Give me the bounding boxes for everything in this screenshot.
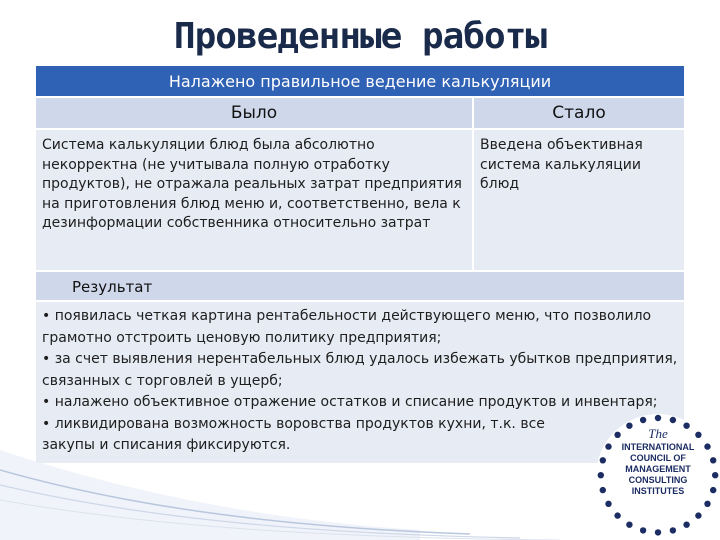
logo-wordmark [596, 442, 720, 497]
column-header-before: Было [36, 97, 473, 129]
result-item: • за счет выявления нерентабельных блюд удалось избежать убытков предприятия, связанных с торговлей в ущерб; [42, 351, 678, 389]
logo-line: COUNCIL OF [630, 453, 686, 463]
slide-title: Проведенные работы [173, 16, 547, 57]
after-cell: Введена объективная система калькуляции блюд [473, 129, 684, 271]
logo-the-text: The [648, 426, 668, 441]
result-header: Результат [36, 271, 684, 301]
result-item: • ликвидирована возможность воровства продуктов кухни, т.к. все закупы и списания фиксируются. [42, 415, 545, 453]
logo-line: INTERNATIONAL [621, 442, 695, 452]
icmci-logo [596, 414, 720, 538]
works-table [36, 66, 684, 463]
column-header-after: Стало [473, 97, 684, 129]
logo-line: INSTITUTES [631, 486, 685, 496]
logo-line: MANAGEMENT [625, 464, 691, 474]
table-header: Налажено правильное ведение калькуляции [36, 66, 684, 97]
result-item: • налажено объективное отражение остатков и списание продуктов и инвентаря; [42, 394, 658, 410]
result-item: • появилась четкая картина рентабельности действующего меню, что позволило грамотно отстроить ценовую политику предприятия; [42, 308, 652, 346]
before-cell: Система калькуляции блюд была абсолютно некорректна (не учитывала полную отработку продуктов), не отражала реальных затрат предприятия на приготовления блюд меню и, соответственно, вела к дезинформации собственника относительно затрат [36, 129, 473, 271]
logo-line: CONSULTING [628, 475, 688, 485]
